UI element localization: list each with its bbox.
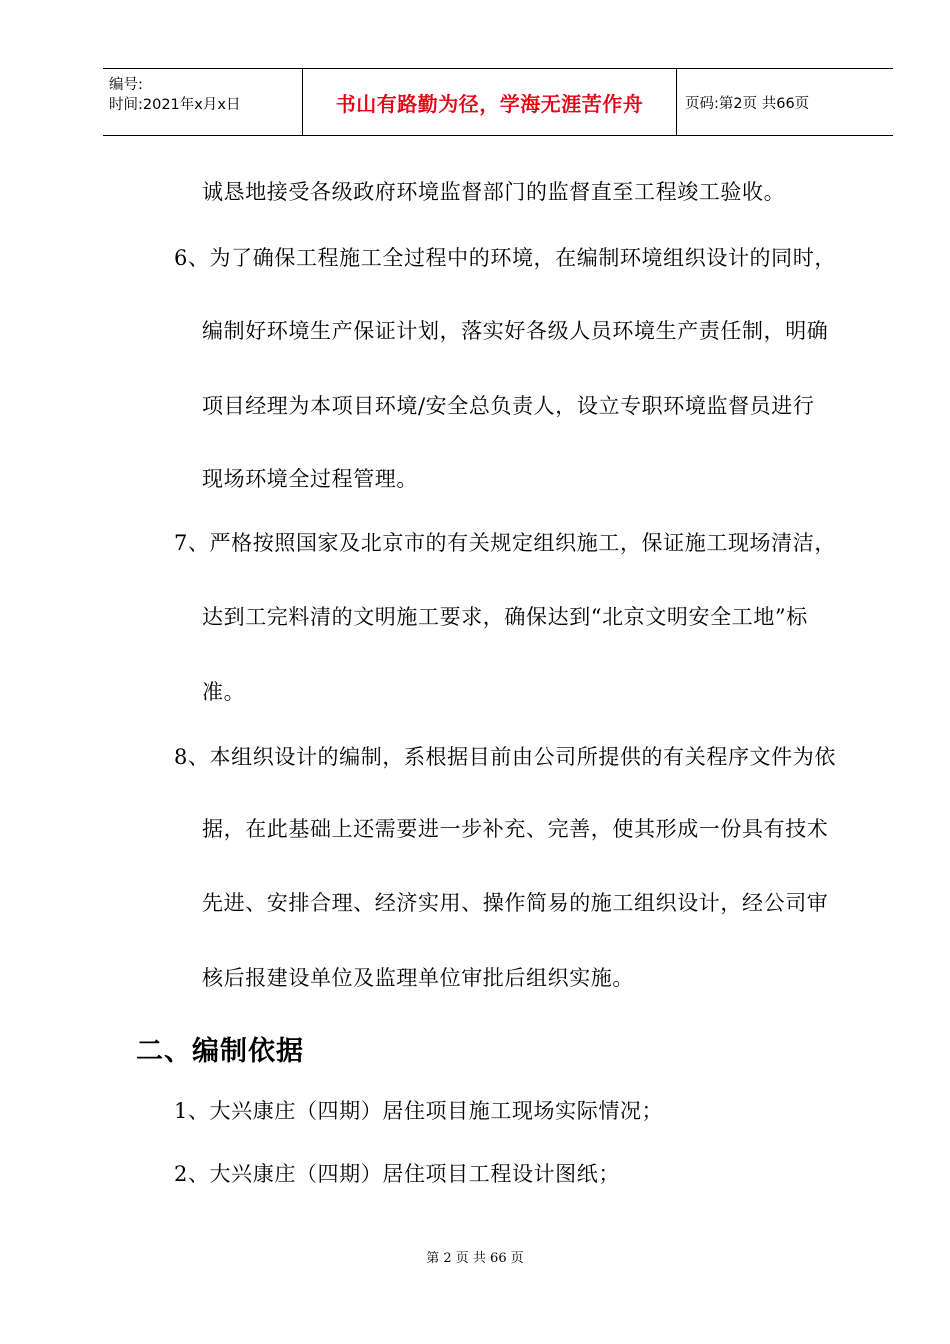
body-line: 8、本组织设计的编制，系根据目前由公司所提供的有关程序文件为依 [174, 745, 836, 769]
page-header [103, 68, 893, 136]
body-line: 编制好环境生产保证计划，落实好各级人员环境生产责任制，明确 [202, 319, 829, 343]
section-heading: 二、编制依据 [136, 1036, 304, 1067]
body-line: 7、严格按照国家及北京市的有关规定组织施工，保证施工现场清洁， [174, 531, 836, 555]
body-line: 核后报建设单位及监理单位审批后组织实施。 [202, 966, 634, 990]
header-page-number: 页码:第2页 共66页 [685, 95, 810, 112]
page-footer: 第 2 页 共 66 页 [426, 1251, 524, 1266]
header-meta [103, 69, 303, 135]
body-line: 准。 [202, 680, 246, 704]
body-line: 达到工完料清的文明施工要求，确保达到“北京文明安全工地”标 [202, 605, 808, 629]
header-slogan: 书山有路勤为径，学海无涯苦作舟 [335, 91, 644, 116]
body-line: 据，在此基础上还需要进一步补充、完善，使其形成一份具有技术 [202, 817, 829, 841]
list-item: 1、大兴康庄（四期）居住项目施工现场实际情况； [174, 1099, 664, 1123]
document-number-label: 编号: [109, 77, 143, 93]
body-line: 6、为了确保工程施工全过程中的环境，在编制环境组织设计的同时， [174, 246, 836, 270]
document-date: 时间:2021年x月x日 [109, 97, 241, 113]
header-slogan-cell [303, 69, 677, 135]
body-line: 项目经理为本项目环境/安全总负责人，设立专职环境监督员进行 [202, 394, 815, 418]
list-item: 2、大兴康庄（四期）居住项目工程设计图纸； [174, 1162, 620, 1186]
body-line: 现场环境全过程管理。 [202, 467, 418, 491]
body-line: 先进、安排合理、经济实用、操作简易的施工组织设计，经公司审 [202, 891, 829, 915]
body-line: 诚恳地接受各级政府环境监督部门的监督直至工程竣工验收。 [202, 180, 786, 204]
